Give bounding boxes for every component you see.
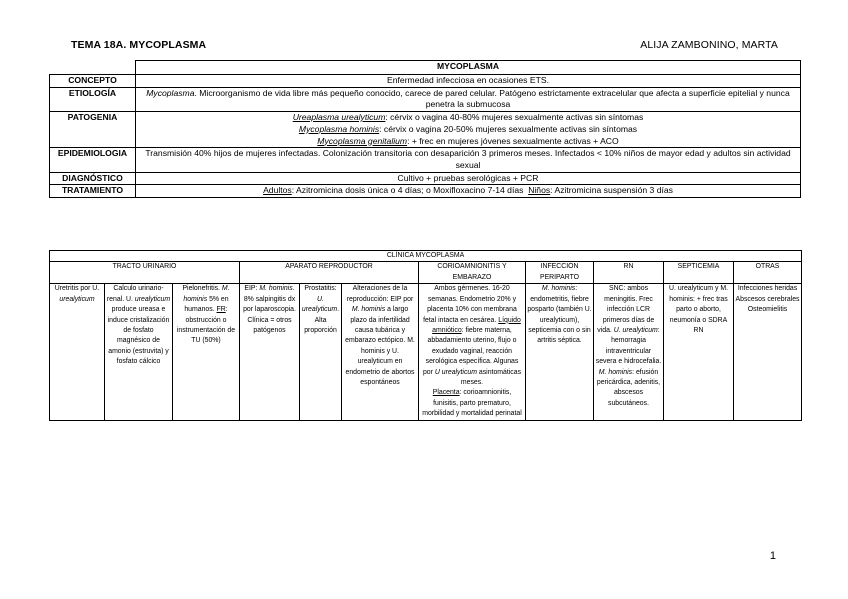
etiologia-value — [136, 87, 801, 111]
etiologia-rest: . Microorganismo de vida libre más pequeño conocido, carece de pared celular. Patógeno estrictamente extracelular que afecta a superficie epitelial y nunca penetra la submucosa — [194, 87, 790, 110]
cell-periparto — [526, 284, 594, 420]
adultos-label: Adultos — [263, 185, 292, 196]
organism-name: Mycoplasma hominis — [298, 123, 380, 134]
patogenia-line-1 — [138, 112, 798, 124]
epidemiologia-value: Transmisión 40% hijos de mujeres infectadas. Colonización transitoria con desaparición 3 primeros meses. Infectados < 10% niños de mayor edad y adultos sin actividad sexual — [136, 148, 801, 172]
organism-name: Mycoplasma genitalium — [317, 135, 408, 146]
patogenia-label: PATOGENIA — [50, 112, 136, 148]
patogenia-line-3 — [138, 136, 798, 148]
text: : corioamnionitis, funisitis, parto prematuro, morbilidad y mortalidad perinatal — [422, 389, 522, 418]
text: : efusión pericárdica, adenitis, abscesos subcutáneos. — [596, 368, 661, 407]
table1-title: MYCOPLASMA — [136, 61, 801, 75]
section-corioamnionitis: CORIOAMNIONITIS Y EMBARAZO — [419, 262, 526, 284]
ninos-text: : Azitromicina suspensión 3 días — [550, 185, 673, 196]
text: asintomáticas meses. — [460, 368, 522, 387]
cell-corioamnionitis — [419, 284, 526, 420]
text: 5% en humanos. — [184, 295, 229, 314]
etiologia-label: ETIOLOGÍA — [50, 87, 136, 111]
page-number: 1 — [769, 550, 776, 562]
text: M. hominis — [541, 285, 576, 293]
tratamiento-value — [136, 185, 801, 198]
section-otras: OTRAS — [734, 262, 802, 284]
text: U urealyticum — [434, 368, 477, 376]
text: Pielonefritis. — [182, 285, 220, 293]
epidemiologia-label: EPIDEMIOLOGIA — [50, 148, 136, 172]
etiologia-italic: Mycoplasma — [146, 87, 195, 98]
cell-calculo — [105, 284, 173, 420]
text: Infecciones heridas Abscesos cerebrales Osteomielitis — [735, 285, 800, 314]
section-aparato-reproductor: APARATO REPRODUCTOR — [240, 262, 419, 284]
clinica-mycoplasma-table — [49, 250, 802, 421]
text: M. hominis — [259, 285, 293, 293]
text: . Alta proporción — [304, 306, 340, 335]
text: : endometritis, fiebre posparto (también U. urealyticum), septicemia con o sin artritis séptica. — [527, 285, 592, 345]
section-septicemia: SEPTICEMIA — [664, 262, 734, 284]
text: U. urealyticum — [613, 327, 658, 335]
text: . 8% salpingitis dx por laparoscopia. Clínica = otros patógenos — [243, 285, 296, 335]
patogenia-value — [136, 112, 801, 148]
mycoplasma-summary-table — [49, 60, 801, 198]
diagnostico-label: DIAGNÓSTICO — [50, 172, 136, 185]
text: U. urealyticum — [301, 295, 338, 314]
section-rn: RN — [594, 262, 664, 284]
cell-prostatitis — [300, 284, 342, 420]
text: Líquido amniótico — [432, 316, 521, 335]
organism-text: : cérvix o vagina 40-80% mujeres sexualmente activas sin síntomas — [385, 112, 644, 123]
section-infeccion-periparto: INFECCIÓN PERIPARTO — [526, 262, 594, 284]
organism-text: : cérvix o vagina 20-50% mujeres sexualmente activas sin síntomas — [379, 123, 638, 134]
cell-eip — [240, 284, 300, 420]
patogenia-line-2 — [138, 124, 798, 136]
text: a largo plazo da infertilidad causa tubárica y embarazo ectópico. M. hominis y U. urealyticum en endometrio de abortos espontáneos — [345, 306, 415, 387]
adultos-text: : Azitromicina dosis única o 4 días; o Moxifloxacino 7-14 días — [291, 185, 524, 196]
diagnostico-value: Cultivo + pruebas serológicas + PCR — [136, 172, 801, 185]
text: urealyticum — [59, 295, 95, 303]
organism-text: : + frec en mujeres jóvenes sexualmente activas + ACO — [407, 135, 619, 146]
text: FR — [216, 306, 226, 314]
text: : hemorragia intraventricular severa e hidrocefalia. — [595, 327, 662, 366]
concepto-label: CONCEPTO — [50, 75, 136, 88]
table2-title: CLÍNICA MYCOPLASMA — [50, 251, 802, 262]
text: SNC: ambos meningitis. Frec infección LCR primeros días de vida. — [597, 285, 655, 335]
document-author: ALIJA ZAMBONINO, MARTA — [640, 39, 778, 51]
text: produce ureasa e induce cristalización de fosfato magnésico de amonio (estruvita) y fosfato cálcico — [107, 306, 170, 366]
cell-septicemia — [664, 284, 734, 420]
text: : fiebre materna, abbadamiento uterino, flujo o exudado vaginal, reacción serológica específica. Algunas por — [422, 327, 519, 376]
text: M. hominis — [183, 285, 230, 303]
document-title: TEMA 18A. MYCOPLASMA — [71, 39, 207, 51]
organism-name: Ureaplasma urealyticum — [292, 112, 386, 123]
tratamiento-label: TRATAMIENTO — [50, 185, 136, 198]
cell-rn — [594, 284, 664, 420]
cell-alteraciones — [342, 284, 419, 420]
text: urealyticum — [134, 295, 171, 303]
text: Alteraciones de la reproducción: EIP por — [346, 285, 414, 303]
cell-uretritis — [50, 284, 105, 420]
text: Calculo urinario-renal. U. — [106, 285, 164, 303]
text: U. urealyticum y M. hominis: + frec tras parto o aborto, neumonía o SDRA RN — [669, 285, 728, 335]
empty-corner — [50, 61, 136, 75]
text: : obstrucción o instrumentación de TU (50%) — [176, 306, 236, 345]
text: M. hominis — [598, 368, 633, 376]
text: M. hominis — [351, 306, 386, 314]
text: EIP: — [244, 285, 258, 293]
section-tracto-urinario: TRACTO URINARIO — [50, 262, 240, 284]
text: Placenta — [432, 389, 460, 397]
text: Ambos gérmenes. 16-20 semanas. Endometrio 20% y placenta 10% con membrana fetal intacta en cesárea. — [423, 285, 517, 324]
text: Prostatitis: — [304, 285, 337, 293]
text: Uretritis por U. — [54, 285, 100, 293]
ninos-label: Niños — [528, 185, 551, 196]
cell-otras — [734, 284, 802, 420]
concepto-value: Enfermedad infecciosa en ocasiones ETS. — [136, 75, 801, 88]
cell-pielonefritis — [173, 284, 240, 420]
